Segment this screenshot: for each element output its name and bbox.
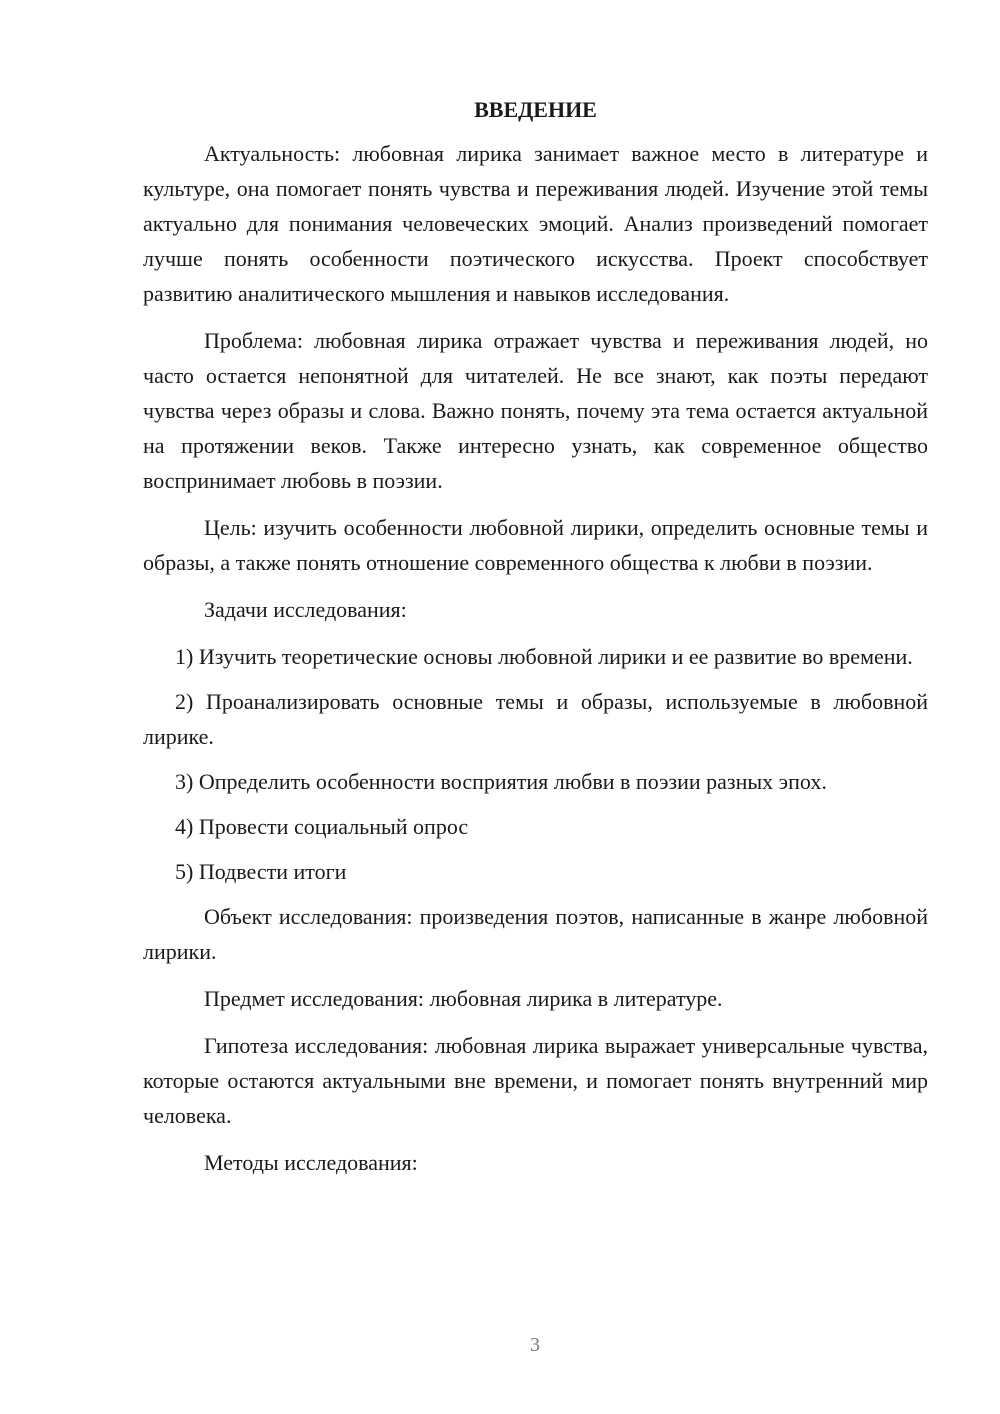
- document-page: [143, 90, 928, 1192]
- tasks-heading: Задачи исследования:: [204, 597, 407, 622]
- hypothesis-paragraph: Гипотеза исследования: любовная лирика выражает универсальные чувства, которые остаются актуальными вне времени, и помогает понять внутренний мир человека.: [143, 1033, 928, 1128]
- problem-paragraph: Проблема: любовная лирика отражает чувства и переживания людей, но часто остается непонятной для читателей. Не все знают, как поэты передают чувства через образы и слова. Важно понять, почему эта тема остается актуальной на протяжении веков. Также интересно узнать, как современное общество воспринимает любовь в поэзии.: [143, 328, 928, 493]
- task-item-5: 5) Подвести итоги: [175, 859, 347, 884]
- goal-paragraph: Цель: изучить особенности любовной лирики, определить основные темы и образы, а также понять отношение современного общества к любви в поэзии.: [143, 515, 928, 575]
- task-item-3: 3) Определить особенности восприятия любви в поэзии разных эпох.: [175, 769, 827, 794]
- task-item-1: 1) Изучить теоретические основы любовной лирики и ее развитие во времени.: [175, 644, 913, 669]
- relevance-paragraph: Актуальность: любовная лирика занимает важное место в литературе и культуре, она помогает понять чувства и переживания людей. Изучение этой темы актуально для понимания человеческих эмоций. Анализ произведений помогает лучше понять особенности поэтического искусства. Проект способствует развитию аналитического мышления и навыков исследования.: [143, 141, 928, 306]
- subject-paragraph: Предмет исследования: любовная лирика в литературе.: [204, 986, 723, 1011]
- page-title: ВВЕДЕНИЕ: [474, 97, 597, 122]
- methods-heading: Методы исследования:: [204, 1150, 418, 1175]
- task-item-4: 4) Провести социальный опрос: [175, 814, 469, 839]
- task-item-2: 2) Проанализировать основные темы и образы, используемые в любовной лирике.: [143, 689, 928, 749]
- page-number: 3: [530, 1334, 540, 1356]
- object-paragraph: Объект исследования: произведения поэтов, написанные в жанре любовной лирики.: [143, 904, 928, 964]
